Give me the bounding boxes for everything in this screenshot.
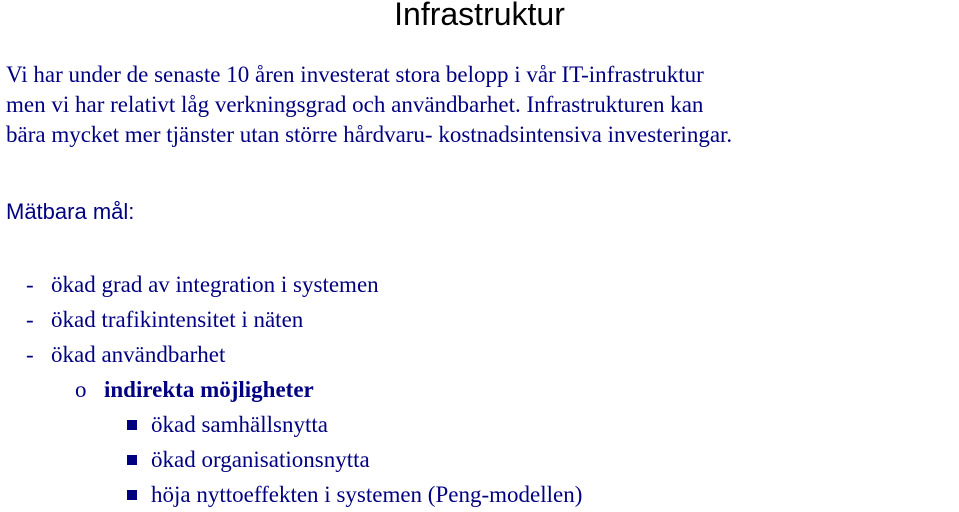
section-heading: Mätbara mål: [6, 199, 135, 224]
intro-line: men vi har relativt låg verkningsgrad och användbarhet. Infrastrukturen kan [6, 92, 704, 117]
dash-marker: - [26, 342, 34, 367]
square-bullet-icon [127, 455, 137, 465]
benefit-item-text: ökad samhällsnytta [151, 412, 328, 437]
intro-line: bära mycket mer tjänster utan större hårdvaru- kostnadsintensiva investeringar. [6, 122, 733, 147]
square-bullet-icon [127, 420, 137, 430]
benefit-item-text: höja nyttoeffekten i systemen (Peng-modellen) [151, 482, 583, 507]
intro-line: Vi har under de senaste 10 åren investerat stora belopp i vår IT-infrastruktur [6, 62, 704, 87]
intro-paragraph [6, 60, 732, 150]
list-item-text: ökad trafikintensitet i näten [51, 307, 304, 332]
sub-list-item-text: indirekta möjligheter [104, 377, 314, 402]
circle-marker: o [75, 377, 87, 402]
dash-marker: - [26, 307, 34, 332]
benefit-item-text: ökad organisationsnytta [151, 447, 370, 472]
page-title: Infrastruktur [394, 0, 565, 32]
dash-marker: - [26, 272, 34, 297]
square-bullet-icon [127, 490, 137, 500]
list-item-text: ökad användbarhet [51, 342, 226, 367]
list-item-text: ökad grad av integration i systemen [51, 272, 379, 297]
